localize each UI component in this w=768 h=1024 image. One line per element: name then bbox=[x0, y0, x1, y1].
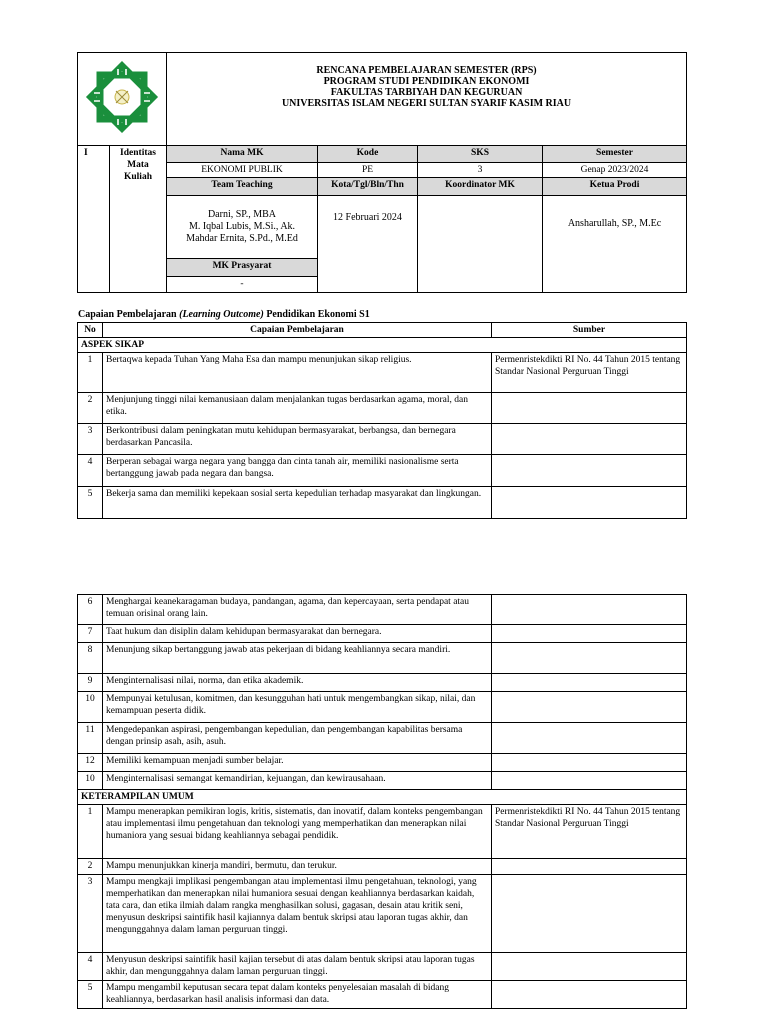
nama-mk-value: EKONOMI PUBLIK bbox=[167, 163, 318, 178]
team-teaching-list bbox=[167, 196, 318, 259]
table-row bbox=[78, 754, 687, 772]
table-row bbox=[78, 772, 687, 790]
uin-suska-logo-icon bbox=[82, 57, 162, 137]
row-number: 5 bbox=[78, 981, 103, 1009]
team-member: M. Iqbal Lubis, M.Si., Ak. bbox=[188, 221, 296, 232]
table-row bbox=[78, 953, 687, 981]
table-row bbox=[78, 981, 687, 1009]
row-capaian: Menjunjung tinggi nilai kemanusiaan dalam menjalankan tugas berdasarkan agama, moral, dan etika. bbox=[103, 393, 492, 424]
col-nama-mk: Nama MK bbox=[167, 146, 318, 163]
row-sumber bbox=[492, 487, 687, 519]
row-sumber bbox=[492, 875, 687, 953]
row-capaian: Menghargai keanekaragaman budaya, pandangan, agama, dan kepercayaan, serta pendapat atau temuan orisinal orang lain. bbox=[103, 595, 492, 625]
sks-value: 3 bbox=[418, 163, 543, 178]
row-capaian: Menyusun deskripsi saintifik hasil kajian tersebut di atas dalam bentuk skripsi atau laporan tugas akhir, dan mengunggahnya dalam laman perguruan tinggi. bbox=[103, 953, 492, 981]
title-line-1: RENCANA PEMBELAJARAN SEMESTER (RPS) bbox=[316, 65, 537, 76]
ketua-prodi-value: Ansharullah, SP., M.Ec bbox=[543, 196, 687, 293]
row-capaian: Menunjung sikap bertanggung jawab atas pekerjaan di bidang keahliannya secara mandiri. bbox=[103, 643, 492, 674]
cp-heading bbox=[78, 309, 370, 320]
row-sumber bbox=[492, 424, 687, 455]
row-capaian: Mampu menunjukkan kinerja mandiri, bermutu, dan terukur. bbox=[103, 859, 492, 875]
row-capaian: Bekerja sama dan memiliki kepekaan sosial serta kepedulian terhadap masyarakat dan lingkungan. bbox=[103, 487, 492, 519]
row-sumber: Permenristekdikti RI No. 44 Tahun 2015 tentang Standar Nasional Perguruan Tinggi bbox=[492, 353, 687, 393]
table-row bbox=[78, 859, 687, 875]
row-number: 4 bbox=[78, 953, 103, 981]
row-sumber bbox=[492, 455, 687, 487]
university-logo bbox=[78, 53, 167, 146]
row-number: 5 bbox=[78, 487, 103, 519]
title-line-3: FAKULTAS TARBIYAH DAN KEGURUAN bbox=[330, 87, 523, 98]
section-keterampilan-umum: KETERAMPILAN UMUM bbox=[78, 790, 687, 805]
row-capaian: Berperan sebagai warga negara yang bangga dan cinta tanah air, memiliki nasionalisme serta bertanggung jawab pada negara dan bangsa. bbox=[103, 455, 492, 487]
row-capaian: Menginternalisasi nilai, norma, dan etika akademik. bbox=[103, 674, 492, 692]
row-number: 3 bbox=[78, 875, 103, 953]
row-number: 7 bbox=[78, 625, 103, 643]
row-number: 6 bbox=[78, 595, 103, 625]
section-roman-number: I bbox=[78, 146, 110, 293]
cp-table-continued bbox=[77, 594, 687, 1009]
col-capaian: Capaian Pembelajaran bbox=[103, 323, 492, 338]
col-kode: Kode bbox=[318, 146, 418, 163]
row-number: 2 bbox=[78, 859, 103, 875]
table-row bbox=[78, 643, 687, 674]
row-sumber bbox=[492, 772, 687, 790]
row-capaian: Mampu mengambil keputusan secara tepat dalam konteks penyelesaian masalah di bidang keahliannya, berdasarkan hasil analisis informasi dan data. bbox=[103, 981, 492, 1009]
col-no: No bbox=[78, 323, 103, 338]
cp-heading-italic: (Learning Outcome) bbox=[179, 309, 264, 320]
rps-title bbox=[167, 53, 687, 146]
row-capaian: Mampu menerapkan pemikiran logis, kritis, sistematis, dan inovatif, dalam konteks pengembangan atau implementasi ilmu pengetahuan dan teknologi yang memperhatikan dan menerapkan nilai humaniora yang sesuai bidang keahliannya sebagai pendidik. bbox=[103, 805, 492, 859]
title-line-2: PROGRAM STUDI PENDIDIKAN EKONOMI bbox=[323, 76, 530, 87]
team-member: Mahdar Ernita, S.Pd., M.Ed bbox=[186, 233, 298, 244]
row-sumber bbox=[492, 692, 687, 723]
row-capaian: Menginternalisasi semangat kemandirian, kejuangan, dan kewirausahaan. bbox=[103, 772, 492, 790]
title-line-4: UNIVERSITAS ISLAM NEGERI SULTAN SYARIF KASIM RIAU bbox=[281, 98, 572, 109]
col-mk-prasyarat: MK Prasyarat bbox=[167, 259, 318, 277]
row-capaian: Bertaqwa kepada Tuhan Yang Maha Esa dan mampu menunjukan sikap religius. bbox=[103, 353, 492, 393]
row-capaian: Berkontribusi dalam peningkatan mutu kehidupan bermasyarakat, berbangsa, dan bernegara berdasarkan Pancasila. bbox=[103, 424, 492, 455]
row-number: 1 bbox=[78, 353, 103, 393]
row-sumber bbox=[492, 595, 687, 625]
row-sumber bbox=[492, 981, 687, 1009]
prasyarat-value: - bbox=[167, 277, 318, 293]
rps-header-table bbox=[77, 52, 687, 293]
row-number: 11 bbox=[78, 723, 103, 754]
row-number: 12 bbox=[78, 754, 103, 772]
keterampilan-rows bbox=[78, 805, 687, 1009]
col-kota-tgl: Kota/Tgl/Bln/Thn bbox=[318, 178, 418, 196]
table-row bbox=[78, 625, 687, 643]
sikap-rows-b bbox=[78, 595, 687, 790]
table-row bbox=[78, 595, 687, 625]
row-capaian: Taat hukum dan disiplin dalam kehidupan bermasyarakat dan bernegara. bbox=[103, 625, 492, 643]
col-sks: SKS bbox=[418, 146, 543, 163]
col-semester: Semester bbox=[543, 146, 687, 163]
row-number: 10 bbox=[78, 692, 103, 723]
table-row bbox=[78, 455, 687, 487]
table-row bbox=[78, 723, 687, 754]
row-sumber bbox=[492, 393, 687, 424]
kode-value: PE bbox=[318, 163, 418, 178]
semester-value: Genap 2023/2024 bbox=[543, 163, 687, 178]
row-number: 4 bbox=[78, 455, 103, 487]
row-sumber bbox=[492, 754, 687, 772]
row-sumber bbox=[492, 674, 687, 692]
team-member: Darni, SP., MBA bbox=[207, 209, 277, 220]
identity-label: Identitas Mata Kuliah bbox=[110, 146, 167, 293]
row-number: 8 bbox=[78, 643, 103, 674]
cp-table-sikap bbox=[77, 322, 687, 519]
row-number: 3 bbox=[78, 424, 103, 455]
row-number: 9 bbox=[78, 674, 103, 692]
table-row bbox=[78, 353, 687, 393]
cp-heading-text: Capaian Pembelajaran bbox=[78, 309, 180, 320]
col-ketua-prodi: Ketua Prodi bbox=[543, 178, 687, 196]
col-team-teaching: Team Teaching bbox=[167, 178, 318, 196]
table-row bbox=[78, 674, 687, 692]
row-sumber bbox=[492, 643, 687, 674]
table-row bbox=[78, 805, 687, 859]
row-sumber bbox=[492, 859, 687, 875]
row-capaian: Mengedepankan aspirasi, pengembangan kepedulian, dan pengembangan kapabilitas bersama dengan prinsip asah, asih, asuh. bbox=[103, 723, 492, 754]
cp-heading-suffix: Pendidikan Ekonomi S1 bbox=[263, 309, 370, 320]
row-capaian: Mampu mengkaji implikasi pengembangan atau implementasi ilmu pengetahuan, teknologi, yang memperhatikan dan menerapkan nilai humaniora sesuai dengan keahliannya berdasarkan kaidah, tata cara, dan etika ilmiah dalam rangka menghasilkan solusi, gagasan, desain atau kritik seni, menyusun deskripsi saintifik hasil kajiannya dalam bentuk skripsi atau laporan tugas akhir, dan mengunggahnya dalam laman perguruan tinggi. bbox=[103, 875, 492, 953]
table-row bbox=[78, 424, 687, 455]
row-number: 1 bbox=[78, 805, 103, 859]
table-row bbox=[78, 393, 687, 424]
table-row bbox=[78, 487, 687, 519]
col-sumber: Sumber bbox=[492, 323, 687, 338]
sikap-rows-a bbox=[78, 353, 687, 519]
row-capaian: Memiliki kemampuan menjadi sumber belajar. bbox=[103, 754, 492, 772]
row-sumber bbox=[492, 625, 687, 643]
row-number: 2 bbox=[78, 393, 103, 424]
row-sumber bbox=[492, 723, 687, 754]
row-number: 10 bbox=[78, 772, 103, 790]
col-koordinator: Koordinator MK bbox=[418, 178, 543, 196]
row-sumber bbox=[492, 953, 687, 981]
table-row bbox=[78, 875, 687, 953]
row-capaian: Mempunyai ketulusan, komitmen, dan kesungguhan hati untuk mengembangkan sikap, nilai, dan kemampuan peserta didik. bbox=[103, 692, 492, 723]
table-row bbox=[78, 692, 687, 723]
koordinator-value bbox=[418, 196, 543, 293]
section-aspek-sikap: ASPEK SIKAP bbox=[78, 338, 687, 353]
tanggal-value: 12 Februari 2024 bbox=[318, 196, 418, 293]
row-sumber: Permenristekdikti RI No. 44 Tahun 2015 tentang Standar Nasional Perguruan Tinggi bbox=[492, 805, 687, 859]
